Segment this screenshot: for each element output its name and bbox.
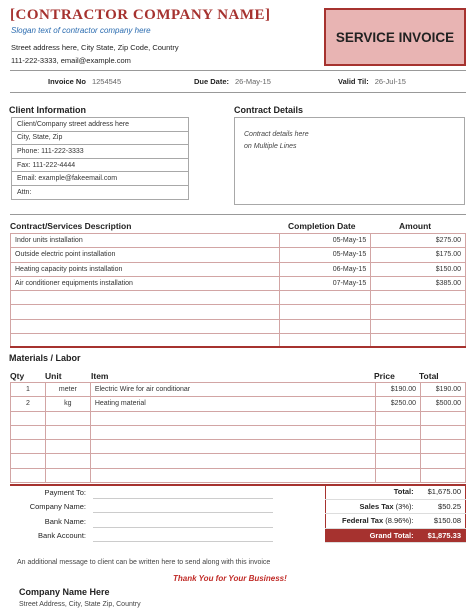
materials-total-header: Total [419, 371, 439, 381]
contract-details-line: on Multiple Lines [244, 143, 297, 150]
material-price[interactable]: $190.00 [376, 383, 421, 397]
valid-til-label: Valid Til: [338, 77, 369, 86]
bank-name-label: Bank Name: [44, 516, 86, 526]
material-qty[interactable]: 1 [11, 383, 46, 397]
material-item[interactable] [90, 468, 375, 482]
material-item[interactable]: Electric Wire for air conditionar [90, 383, 375, 397]
material-total[interactable] [421, 454, 466, 468]
client-attn[interactable]: Attn: [12, 185, 189, 199]
service-amount[interactable] [371, 319, 466, 333]
service-description[interactable] [11, 291, 280, 305]
federal-tax-label: Federal Tax (8.96%): [326, 514, 418, 528]
table-row [11, 397, 466, 411]
invoice-number-value: 1254545 [91, 77, 122, 86]
service-amount[interactable] [371, 291, 466, 305]
divider [10, 214, 466, 215]
material-item[interactable]: Heating material [90, 397, 375, 411]
material-total[interactable]: $190.00 [421, 383, 466, 397]
footer-company-name: Company Name Here [19, 587, 110, 597]
material-price[interactable] [376, 425, 421, 439]
material-price[interactable] [376, 454, 421, 468]
table-row [11, 440, 466, 454]
service-date[interactable]: 06-May-15 [280, 262, 371, 276]
material-item[interactable] [90, 454, 375, 468]
table-row [11, 276, 466, 290]
payment-to-label: Payment To: [44, 488, 86, 497]
material-item[interactable] [90, 425, 375, 439]
materials-table [10, 382, 466, 483]
contract-details-title: Contract Details [234, 105, 304, 115]
service-date[interactable]: 05-May-15 [280, 234, 371, 248]
invoice-number [48, 77, 121, 86]
material-total[interactable]: $500.00 [421, 397, 466, 411]
payment-field-line[interactable] [93, 541, 273, 542]
material-total[interactable] [421, 440, 466, 454]
table-row [11, 454, 466, 468]
document-title: SERVICE INVOICE [324, 8, 466, 66]
due-date [194, 77, 271, 86]
total-value: $1,675.00 [418, 485, 466, 499]
material-qty[interactable] [11, 468, 46, 482]
service-date[interactable] [280, 291, 371, 305]
material-total[interactable] [421, 425, 466, 439]
additional-message: An additional message to client can be written here to send along with this invoice [17, 559, 271, 566]
materials-title: Materials / Labor [9, 353, 81, 363]
payment-field-line[interactable] [93, 527, 273, 528]
material-qty[interactable]: 2 [11, 397, 46, 411]
service-description[interactable]: Indor units installation [11, 234, 280, 248]
client-email[interactable]: Email: example@fakeemail.com [12, 172, 189, 186]
service-amount[interactable]: $150.00 [371, 262, 466, 276]
payment-field-line[interactable] [93, 512, 273, 513]
service-description[interactable]: Outside electric point installation [11, 248, 280, 262]
material-item[interactable] [90, 411, 375, 425]
services-table [10, 233, 466, 348]
materials-item-header: Item [91, 371, 109, 381]
table-row [11, 262, 466, 276]
client-address[interactable]: Client/Company street address here [12, 118, 189, 132]
service-description[interactable]: Heating capacity points installation [11, 262, 280, 276]
material-unit[interactable] [45, 425, 90, 439]
materials-qty-header: Qty [10, 371, 25, 381]
company-slogan: Slogan text of contractor company here [11, 26, 151, 35]
contract-details-line: Contract details here [244, 131, 309, 138]
footer-address: Street Address, City, State Zip, Country [19, 601, 141, 608]
material-unit[interactable] [45, 468, 90, 482]
federal-tax-value: $150.08 [418, 514, 466, 528]
table-row [11, 468, 466, 482]
service-amount[interactable]: $275.00 [371, 234, 466, 248]
material-qty[interactable] [11, 454, 46, 468]
service-date[interactable] [280, 319, 371, 333]
company-contact: 111-222-3333, email@example.com [11, 56, 131, 65]
client-phone[interactable]: Phone: 111-222-3333 [12, 145, 189, 159]
material-qty[interactable] [11, 425, 46, 439]
service-amount[interactable]: $385.00 [371, 276, 466, 290]
sales-tax-value: $50.25 [418, 499, 466, 513]
company-name-label: Company Name: [29, 502, 86, 512]
table-row [11, 234, 466, 248]
table-row [11, 319, 466, 333]
service-date[interactable] [280, 305, 371, 319]
contract-details-box[interactable] [234, 117, 465, 205]
total-label: Total: [326, 485, 418, 499]
due-date-label: Due Date: [194, 77, 230, 86]
due-date-value: 26-May-15 [235, 77, 271, 86]
table-row [11, 291, 466, 305]
materials-price-header: Price [374, 371, 395, 381]
service-date[interactable]: 05-May-15 [280, 248, 371, 262]
services-amount-header: Amount [399, 221, 432, 231]
divider [10, 346, 466, 348]
totals-table [325, 485, 466, 543]
materials-unit-header: Unit [45, 371, 62, 381]
grand-total-label: Grand Total: [326, 528, 418, 542]
material-qty[interactable] [11, 411, 46, 425]
material-price[interactable] [376, 411, 421, 425]
material-total[interactable] [421, 411, 466, 425]
table-row [11, 425, 466, 439]
services-date-header: Completion Date [288, 221, 356, 231]
sales-tax-label: Sales Tax (3%): [326, 499, 418, 513]
payment-field-line[interactable] [93, 498, 273, 499]
service-description[interactable] [11, 305, 280, 319]
client-fax[interactable]: Fax: 111-222-4444 [12, 158, 189, 172]
service-description[interactable]: Air conditioner equipments installation [11, 276, 280, 290]
payment-info [10, 486, 86, 544]
material-unit[interactable] [45, 411, 90, 425]
service-description[interactable] [11, 319, 280, 333]
service-date[interactable]: 07-May-15 [280, 276, 371, 290]
material-price[interactable] [376, 440, 421, 454]
divider [10, 70, 466, 71]
table-row [11, 248, 466, 262]
table-row [11, 305, 466, 319]
material-unit[interactable] [45, 440, 90, 454]
table-row [11, 383, 466, 397]
divider [10, 92, 466, 93]
material-price[interactable] [376, 468, 421, 482]
service-amount[interactable]: $175.00 [371, 248, 466, 262]
services-desc-header: Contract/Services Description [10, 221, 132, 231]
material-unit[interactable]: kg [45, 397, 90, 411]
service-amount[interactable] [371, 305, 466, 319]
material-total[interactable] [421, 468, 466, 482]
material-unit[interactable] [45, 454, 90, 468]
material-price[interactable]: $250.00 [376, 397, 421, 411]
bank-account-label: Bank Account: [38, 531, 86, 541]
company-name: [CONTRACTOR COMPANY NAME] [10, 7, 271, 23]
invoice-number-label: Invoice No [48, 77, 86, 86]
material-qty[interactable] [11, 440, 46, 454]
thank-you-note: Thank You for Your Business! [173, 574, 287, 583]
client-city[interactable]: City, State, Zip [12, 131, 189, 145]
company-address: Street address here, City State, Zip Code, Country [11, 43, 179, 52]
valid-til [338, 77, 406, 86]
client-info-table [11, 117, 189, 200]
grand-total-value: $1,875.33 [418, 528, 466, 542]
material-item[interactable] [90, 440, 375, 454]
valid-til-value: 26-Jul-15 [374, 77, 406, 86]
material-unit[interactable]: meter [45, 383, 90, 397]
client-info-title: Client Information [9, 105, 86, 115]
table-row [11, 411, 466, 425]
